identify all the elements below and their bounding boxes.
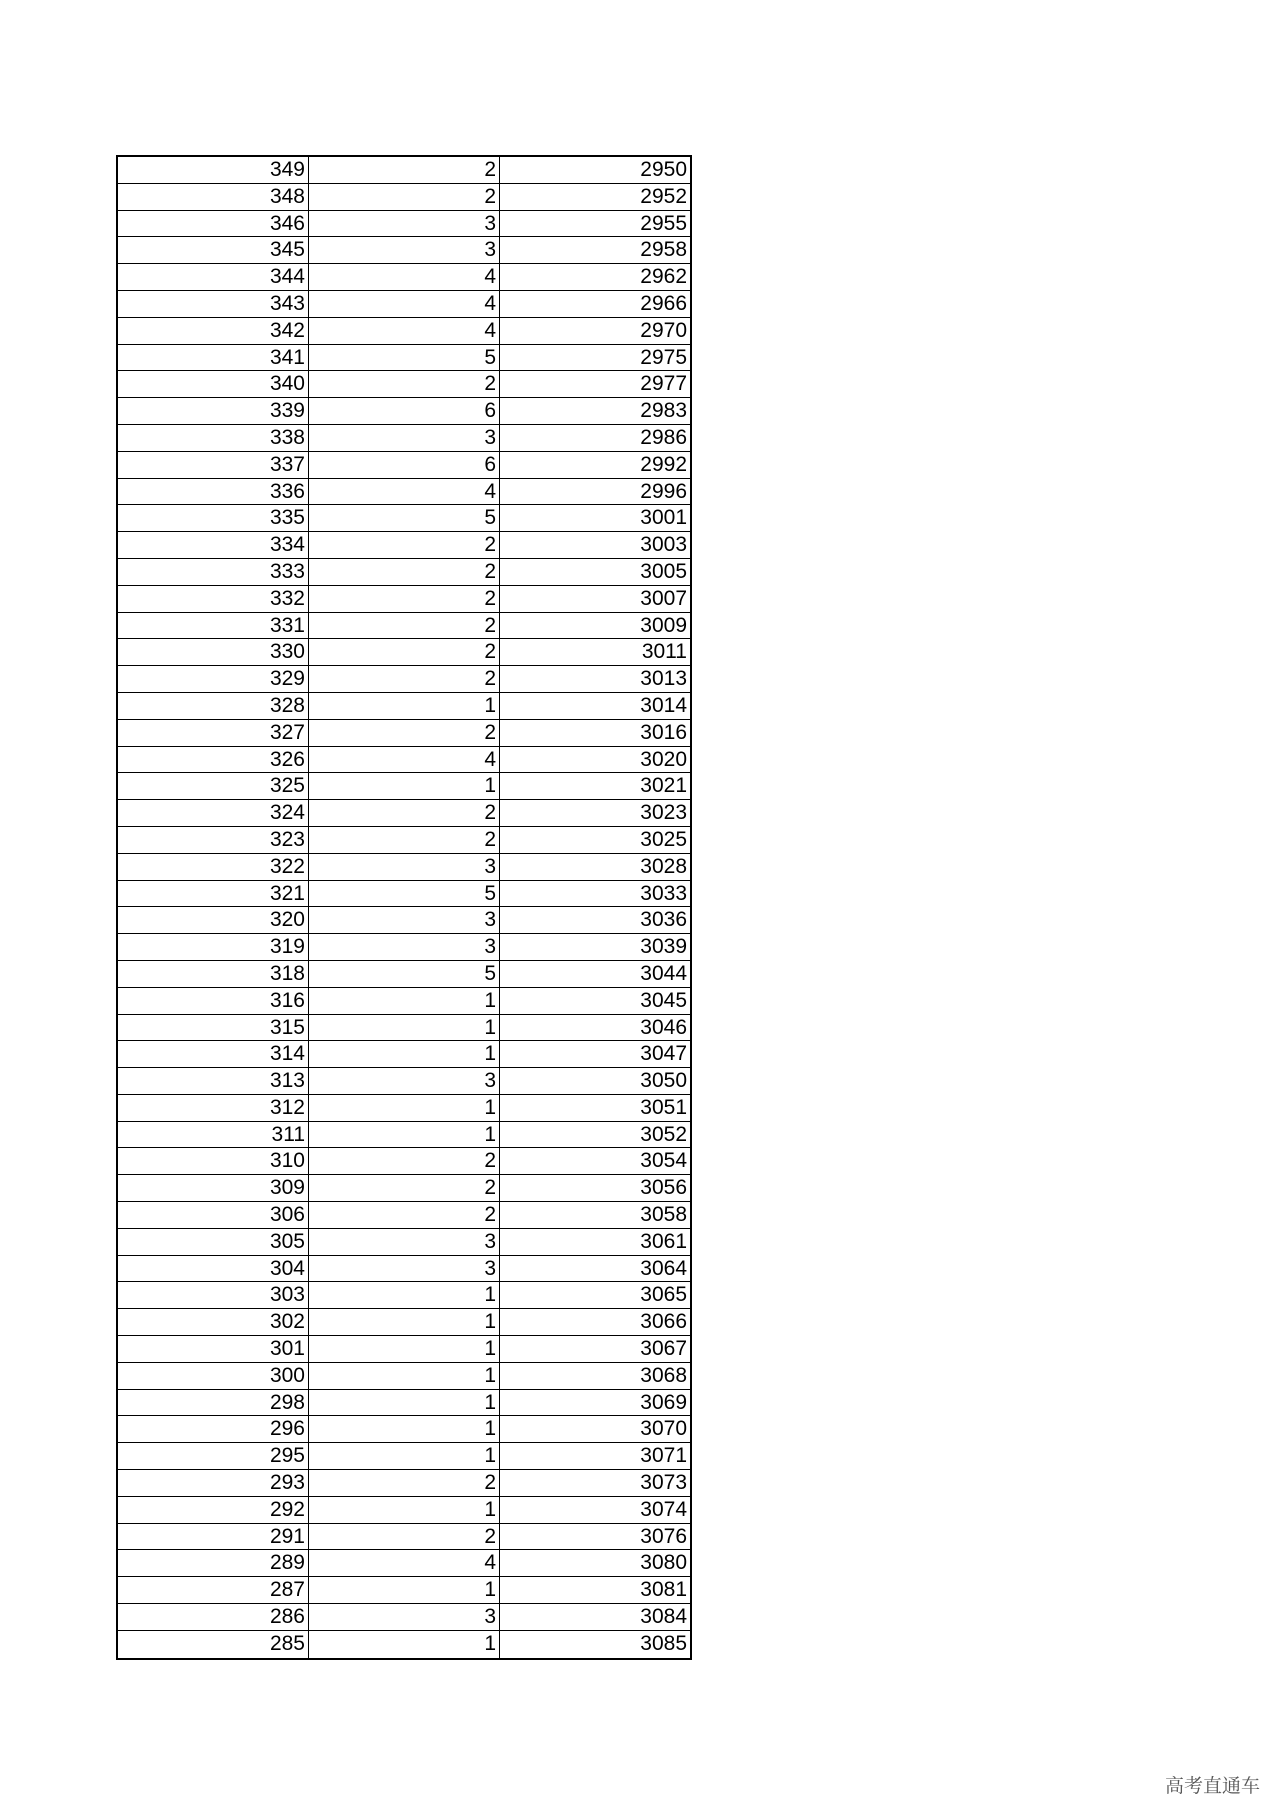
table-row — [118, 1148, 690, 1175]
score-cell: 287 — [118, 1577, 309, 1603]
count-cell: 2 — [309, 639, 500, 665]
cumulative-cell: 3069 — [640, 1390, 687, 1414]
score-cell: 348 — [118, 184, 309, 210]
score-cell: 332 — [118, 586, 309, 612]
cumulative-cell: 3081 — [640, 1578, 687, 1602]
table-row — [118, 854, 690, 881]
table-row — [118, 666, 690, 693]
count-cell: 4 — [309, 291, 500, 317]
count-cell: 2 — [309, 827, 500, 853]
cumulative-cell: 3084 — [640, 1605, 687, 1629]
table-row — [118, 559, 690, 586]
cumulative-cell: 3066 — [640, 1310, 687, 1334]
cumulative-cell: 3070 — [640, 1417, 687, 1441]
table-row — [118, 639, 690, 666]
cumulative-cell: 3067 — [640, 1337, 687, 1361]
count-cell: 1 — [309, 1363, 500, 1389]
table-row — [118, 961, 690, 988]
score-cell: 310 — [118, 1148, 309, 1174]
count-cell: 5 — [309, 881, 500, 907]
count-cell: 2 — [309, 184, 500, 210]
count-cell: 3 — [309, 1068, 500, 1094]
table-row — [118, 1604, 690, 1631]
count-cell: 4 — [309, 1550, 500, 1576]
count-cell: 2 — [309, 1524, 500, 1550]
table-row — [118, 184, 690, 211]
cumulative-cell: 3058 — [640, 1203, 687, 1227]
table-row — [118, 479, 690, 506]
score-cell: 344 — [118, 264, 309, 290]
table-row — [118, 1068, 690, 1095]
table-row — [118, 1577, 690, 1604]
count-cell: 1 — [309, 1631, 500, 1658]
cumulative-cell: 2950 — [640, 158, 687, 181]
score-cell: 305 — [118, 1229, 309, 1255]
score-cell: 339 — [118, 398, 309, 424]
count-cell: 1 — [309, 1041, 500, 1067]
count-cell: 2 — [309, 1148, 500, 1174]
score-cell: 304 — [118, 1256, 309, 1282]
count-cell: 2 — [309, 800, 500, 826]
table-row — [118, 1416, 690, 1443]
count-cell: 2 — [309, 720, 500, 746]
count-cell: 2 — [309, 613, 500, 639]
score-cell: 289 — [118, 1550, 309, 1576]
cumulative-cell: 3068 — [640, 1363, 687, 1387]
cumulative-cell: 3061 — [640, 1229, 687, 1253]
table-row — [118, 881, 690, 908]
cumulative-cell: 2977 — [640, 372, 687, 396]
cumulative-cell: 3085 — [640, 1631, 687, 1655]
table-row — [118, 1309, 690, 1336]
score-cell: 334 — [118, 532, 309, 558]
table-row — [118, 345, 690, 372]
count-cell: 2 — [309, 1470, 500, 1496]
count-cell: 1 — [309, 1015, 500, 1041]
count-cell: 1 — [309, 1390, 500, 1416]
cumulative-cell: 3065 — [640, 1283, 687, 1307]
cumulative-cell: 3013 — [640, 667, 687, 691]
score-cell: 298 — [118, 1390, 309, 1416]
count-cell: 2 — [309, 666, 500, 692]
score-cell: 291 — [118, 1524, 309, 1550]
cumulative-cell: 3014 — [640, 693, 687, 717]
cumulative-cell: 2955 — [640, 211, 687, 235]
table-row — [118, 1470, 690, 1497]
table-row — [118, 720, 690, 747]
score-cell: 316 — [118, 988, 309, 1014]
table-row — [118, 800, 690, 827]
cumulative-cell: 3047 — [640, 1042, 687, 1066]
table-row — [118, 1631, 690, 1658]
score-cell: 345 — [118, 237, 309, 263]
table-row — [118, 371, 690, 398]
table-row — [118, 773, 690, 800]
table-row — [118, 1282, 690, 1309]
cumulative-cell: 3076 — [640, 1524, 687, 1548]
score-cell: 315 — [118, 1015, 309, 1041]
cumulative-cell: 3005 — [640, 559, 687, 583]
table-row — [118, 1122, 690, 1149]
cumulative-cell: 3051 — [640, 1095, 687, 1119]
table-row — [118, 1175, 690, 1202]
table-row — [118, 827, 690, 854]
table-row — [118, 1550, 690, 1577]
table-row — [118, 211, 690, 238]
table-row — [118, 934, 690, 961]
cumulative-cell: 2975 — [640, 345, 687, 369]
score-cell: 346 — [118, 211, 309, 237]
table-row — [118, 693, 690, 720]
count-cell: 2 — [309, 586, 500, 612]
score-cell: 349 — [118, 157, 309, 183]
table-row — [118, 747, 690, 774]
count-cell: 4 — [309, 264, 500, 290]
cumulative-cell: 3052 — [640, 1122, 687, 1146]
cumulative-cell: 3020 — [640, 747, 687, 771]
count-cell: 4 — [309, 318, 500, 344]
score-cell: 333 — [118, 559, 309, 585]
cumulative-cell: 3044 — [640, 961, 687, 985]
score-cell: 327 — [118, 720, 309, 746]
count-cell: 1 — [309, 1416, 500, 1442]
count-cell: 1 — [309, 1122, 500, 1148]
cumulative-cell: 2962 — [640, 265, 687, 289]
cumulative-cell: 3033 — [640, 881, 687, 905]
count-cell: 1 — [309, 1336, 500, 1362]
table-row — [118, 1015, 690, 1042]
score-cell: 341 — [118, 345, 309, 371]
table-row — [118, 264, 690, 291]
count-cell: 1 — [309, 1309, 500, 1335]
table-row — [118, 532, 690, 559]
cumulative-cell: 3080 — [640, 1551, 687, 1575]
count-cell: 3 — [309, 934, 500, 960]
table-row — [118, 1202, 690, 1229]
score-cell: 325 — [118, 773, 309, 799]
cumulative-cell: 3021 — [640, 774, 687, 798]
table-row — [118, 425, 690, 452]
score-cell: 319 — [118, 934, 309, 960]
count-cell: 2 — [309, 1202, 500, 1228]
cumulative-cell: 2992 — [640, 452, 687, 476]
score-cell: 337 — [118, 452, 309, 478]
cumulative-cell: 3001 — [640, 506, 687, 530]
score-cell: 309 — [118, 1175, 309, 1201]
cumulative-cell: 2970 — [640, 318, 687, 342]
count-cell: 1 — [309, 1282, 500, 1308]
score-table — [116, 155, 692, 1660]
cumulative-cell: 3056 — [640, 1176, 687, 1200]
score-cell: 343 — [118, 291, 309, 317]
score-cell: 318 — [118, 961, 309, 987]
score-cell: 324 — [118, 800, 309, 826]
cumulative-cell: 3054 — [640, 1149, 687, 1173]
count-cell: 3 — [309, 237, 500, 263]
count-cell: 3 — [309, 425, 500, 451]
score-cell: 328 — [118, 693, 309, 719]
cumulative-cell: 2958 — [640, 238, 687, 262]
table-row — [118, 452, 690, 479]
cumulative-cell: 3011 — [641, 640, 687, 664]
table-row — [118, 157, 690, 184]
cumulative-cell: 3045 — [640, 988, 687, 1012]
count-cell: 1 — [309, 1497, 500, 1523]
table-row — [118, 613, 690, 640]
count-cell: 3 — [309, 1256, 500, 1282]
table-row — [118, 505, 690, 532]
count-cell: 2 — [309, 1175, 500, 1201]
cumulative-cell: 3074 — [640, 1497, 687, 1521]
count-cell: 3 — [309, 211, 500, 237]
count-cell: 3 — [309, 1229, 500, 1255]
table-row — [118, 237, 690, 264]
cumulative-cell: 3023 — [640, 801, 687, 825]
table-row — [118, 1041, 690, 1068]
table-row — [118, 988, 690, 1015]
cumulative-cell: 3007 — [640, 586, 687, 610]
count-cell: 1 — [309, 1443, 500, 1469]
count-cell: 5 — [309, 505, 500, 531]
count-cell: 2 — [309, 559, 500, 585]
score-cell: 301 — [118, 1336, 309, 1362]
cumulative-cell: 3039 — [640, 935, 687, 959]
table-row — [118, 318, 690, 345]
score-cell: 314 — [118, 1041, 309, 1067]
score-cell: 329 — [118, 666, 309, 692]
score-cell: 300 — [118, 1363, 309, 1389]
score-cell: 292 — [118, 1497, 309, 1523]
score-cell: 340 — [118, 371, 309, 397]
count-cell: 2 — [309, 371, 500, 397]
score-cell: 335 — [118, 505, 309, 531]
score-cell: 320 — [118, 907, 309, 933]
cumulative-cell: 3025 — [640, 827, 687, 851]
score-cell: 331 — [118, 613, 309, 639]
cumulative-cell: 3028 — [640, 854, 687, 878]
count-cell: 1 — [309, 693, 500, 719]
score-cell: 338 — [118, 425, 309, 451]
count-cell: 5 — [309, 961, 500, 987]
score-cell: 303 — [118, 1282, 309, 1308]
count-cell: 5 — [309, 345, 500, 371]
table-row — [118, 907, 690, 934]
score-cell: 326 — [118, 747, 309, 773]
score-cell: 322 — [118, 854, 309, 880]
score-cell: 321 — [118, 881, 309, 907]
count-cell: 4 — [309, 479, 500, 505]
cumulative-cell: 3073 — [640, 1471, 687, 1495]
table-row — [118, 1390, 690, 1417]
score-cell: 342 — [118, 318, 309, 344]
cumulative-cell: 3036 — [640, 908, 687, 932]
table-row — [118, 398, 690, 425]
score-cell: 295 — [118, 1443, 309, 1469]
cumulative-cell: 2996 — [640, 479, 687, 503]
table-row — [118, 1095, 690, 1122]
count-cell: 2 — [309, 532, 500, 558]
score-cell: 313 — [118, 1068, 309, 1094]
count-cell: 6 — [309, 398, 500, 424]
count-cell: 1 — [309, 1577, 500, 1603]
table-row — [118, 1524, 690, 1551]
score-cell: 336 — [118, 479, 309, 505]
count-cell: 1 — [309, 773, 500, 799]
cumulative-cell: 2986 — [640, 425, 687, 449]
count-cell: 3 — [309, 907, 500, 933]
count-cell: 3 — [309, 1604, 500, 1630]
count-cell: 1 — [309, 1095, 500, 1121]
watermark: 高考直通车 — [1164, 1775, 1260, 1797]
table-row — [118, 1363, 690, 1390]
cumulative-cell: 2983 — [640, 399, 687, 423]
table-row — [118, 1497, 690, 1524]
cumulative-cell: 3064 — [640, 1256, 687, 1280]
count-cell: 4 — [309, 747, 500, 773]
cumulative-cell: 3050 — [640, 1069, 687, 1093]
score-cell: 311 — [118, 1122, 309, 1148]
cumulative-cell: 2952 — [640, 184, 687, 208]
count-cell: 3 — [309, 854, 500, 880]
cumulative-cell: 3046 — [640, 1015, 687, 1039]
count-cell: 2 — [309, 157, 500, 183]
score-cell: 286 — [118, 1604, 309, 1630]
table-row — [118, 1443, 690, 1470]
cumulative-cell: 3009 — [640, 613, 687, 637]
score-cell: 302 — [118, 1309, 309, 1335]
table-row — [118, 291, 690, 318]
cumulative-cell: 3016 — [640, 720, 687, 744]
table-row — [118, 586, 690, 613]
table-row — [118, 1229, 690, 1256]
score-cell: 312 — [118, 1095, 309, 1121]
cumulative-cell: 3071 — [640, 1444, 687, 1468]
count-cell: 6 — [309, 452, 500, 478]
cumulative-cell: 2966 — [640, 291, 687, 315]
score-cell: 323 — [118, 827, 309, 853]
table-row — [118, 1336, 690, 1363]
score-cell: 293 — [118, 1470, 309, 1496]
score-cell: 306 — [118, 1202, 309, 1228]
score-cell: 330 — [118, 639, 309, 665]
score-cell: 285 — [118, 1631, 309, 1658]
cumulative-cell: 3003 — [640, 533, 687, 557]
count-cell: 1 — [309, 988, 500, 1014]
table-row — [118, 1256, 690, 1283]
score-cell: 296 — [118, 1416, 309, 1442]
